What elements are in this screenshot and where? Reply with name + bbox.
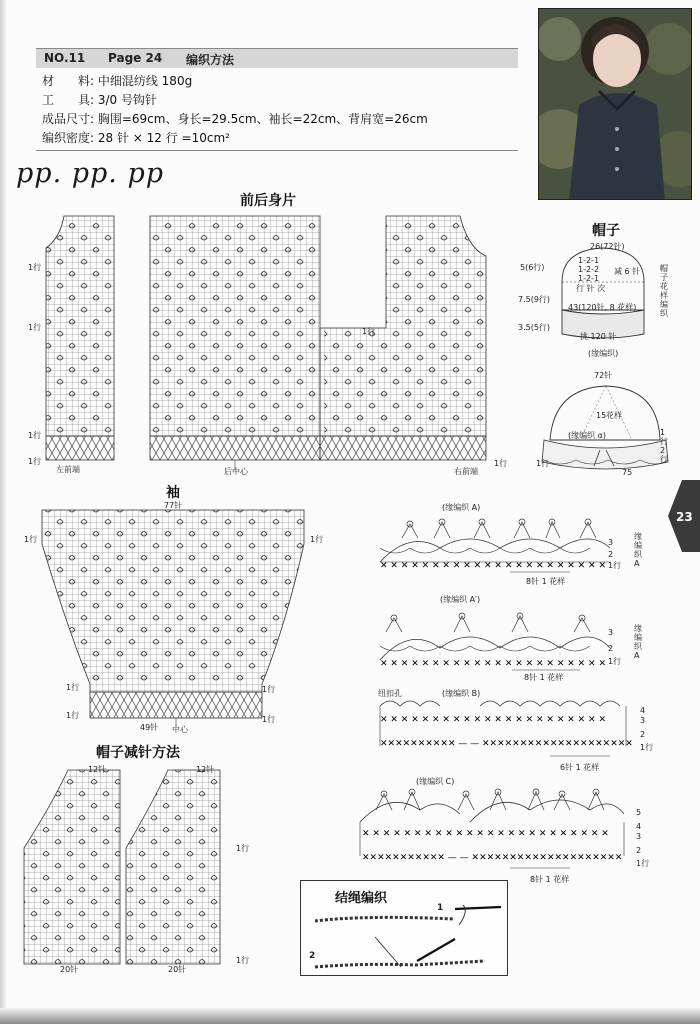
edging-a-row: 2 xyxy=(608,550,614,559)
page-ref: Page 24 xyxy=(108,51,163,65)
body-row-label: 1行 xyxy=(28,263,42,272)
hat-dec-3: 1-2-1 xyxy=(578,274,600,283)
edging-a-chart xyxy=(380,519,610,572)
edging-c-row: 1行 xyxy=(636,859,650,868)
hat-dec-top: 12针 xyxy=(88,765,107,774)
method-label: 编织方法 xyxy=(186,53,235,67)
rope-knitting-box xyxy=(300,880,508,976)
hat-top-stitches: 26(72针) xyxy=(590,242,625,251)
edging-a-prime-side: 缘编织 A xyxy=(634,624,642,660)
svg-text:✕✕✕✕✕✕✕✕✕✕✕ — — ✕✕✕✕✕✕✕✕✕✕✕✕✕✕: ✕✕✕✕✕✕✕✕✕✕✕ — — ✕✕✕✕✕✕✕✕✕✕✕✕✕✕✕✕✕✕✕✕ xyxy=(362,853,623,863)
hat-side-diagram xyxy=(540,378,670,478)
pattern-number: NO.11 xyxy=(44,51,86,65)
edging-c-repeat: 8针 1 花样 xyxy=(530,875,570,884)
body-panel-chart xyxy=(24,208,524,478)
edging-c-chart xyxy=(360,789,624,868)
tools-line: 工 具: 3/0 号钩针 xyxy=(42,93,157,107)
edging-a-prime-chart xyxy=(380,613,610,670)
hat-dec-row: 1行 xyxy=(236,844,250,853)
sleeve-row-label: 1行 xyxy=(24,535,38,544)
page-binding xyxy=(0,0,6,1024)
hat-pattern-15: 15花样 xyxy=(596,411,623,420)
hat-dec-chart xyxy=(22,764,238,974)
edging-a-prime-row: 1行 xyxy=(608,657,622,666)
edging-a-side: 缘编织 A xyxy=(634,532,642,568)
edging-a-prime-label: (缘编织 A′) xyxy=(440,595,481,604)
child-photo xyxy=(538,8,692,200)
body-row-label: 1行 xyxy=(28,431,42,440)
edging-b-row: 4 xyxy=(640,706,646,715)
sleeve-title: 袖 xyxy=(166,485,180,501)
edging-b-repeat: 6针 1 花样 xyxy=(560,763,600,772)
edging-c-row: 2 xyxy=(636,846,642,855)
hat-mid-stitches: 43(120针, 8 花样) xyxy=(568,303,637,312)
hat-brim-label: (缘编织) xyxy=(588,349,619,358)
body-row-label: 1行 xyxy=(494,459,508,468)
hat-height-2: 7.5(9行) xyxy=(518,295,551,304)
hat-dec-2: 1-2-2 xyxy=(578,265,600,274)
info-rule xyxy=(36,150,518,151)
edging-c-row: 4 xyxy=(636,822,642,831)
hat-title: 帽子 xyxy=(592,223,620,239)
edging-b-chart xyxy=(380,701,633,756)
edging-b-row: 2 xyxy=(640,730,646,739)
sleeve-row-label: 1行 xyxy=(66,711,80,720)
hat-height-3: 3.5(5行) xyxy=(518,323,551,332)
edging-c-row: 3 xyxy=(636,832,642,841)
hat-dec-row: 1行 xyxy=(236,956,250,965)
edging-a-row: 1行 xyxy=(608,561,622,570)
left-front-label: 左前端 xyxy=(56,465,80,474)
sleeve-row-label: 1行 xyxy=(310,535,324,544)
right-front-label: 右前端 xyxy=(454,467,478,476)
material-line: 材 料: 中细混纺线 180g xyxy=(42,74,193,88)
rope-step-1: 1 xyxy=(437,903,444,913)
info-block xyxy=(36,48,518,152)
hat-rows-12: 1行 2行 xyxy=(660,428,668,464)
page-bottom-shadow xyxy=(0,1008,700,1024)
hat-dec-1: 1-2-1 xyxy=(578,256,600,265)
hat-height-1: 5(6行) xyxy=(520,263,545,272)
hat-edge-a: (缘编织 α) xyxy=(568,431,607,440)
hat-row-1: 1行 xyxy=(536,459,550,468)
body-row-label: 1行 xyxy=(28,323,42,332)
edging-a-prime-row: 3 xyxy=(608,628,614,637)
svg-text:✕ ✕ ✕ ✕ ✕ ✕ ✕ ✕ ✕ ✕ ✕ ✕ ✕ ✕ ✕: ✕ ✕ ✕ ✕ ✕ ✕ ✕ ✕ ✕ ✕ ✕ ✕ ✕ ✕ ✕ ✕ ✕ ✕ ✕ ✕ ✕ ✕ xyxy=(380,561,606,571)
sleeve-center-label: 中心 xyxy=(172,725,188,734)
sleeve-row-label: 1行 xyxy=(262,715,276,724)
body-row-label: 1行 xyxy=(362,327,376,336)
rope-step-2: 2 xyxy=(309,951,316,961)
hat-pick: 挑 120 针 xyxy=(580,332,617,341)
sleeve-row-label: 1行 xyxy=(262,685,276,694)
edging-a-label: (缘编织 A) xyxy=(442,503,481,512)
svg-text:✕ ✕ ✕ ✕ ✕ ✕ ✕ ✕ ✕ ✕ ✕ ✕ ✕ ✕ ✕: ✕ ✕ ✕ ✕ ✕ ✕ ✕ ✕ ✕ ✕ ✕ ✕ ✕ ✕ ✕ ✕ ✕ ✕ ✕ ✕ ✕ ✕ xyxy=(380,659,606,669)
hat-dec-note: 行 针 次 xyxy=(576,284,606,293)
rope-diagram xyxy=(305,901,503,973)
hat-num-75: 75 xyxy=(622,468,633,477)
svg-text:✕ ✕ ✕ ✕ ✕ ✕ ✕ ✕ ✕ ✕ ✕ ✕ ✕: ✕ ✕ ✕ ✕ ✕ ✕ ✕ ✕ ✕ ✕ ✕ ✕ ✕ ✕ ✕ ✕ ✕ ✕ ✕ ✕ ✕ ✕ ✕ ✕ xyxy=(362,829,609,839)
sleeve-row-label: 1行 xyxy=(66,683,80,692)
body-panel-title: 前后身片 xyxy=(240,193,296,209)
edging-c-label: (缘编织 C) xyxy=(416,777,455,786)
hat-top-72: 72针 xyxy=(594,371,613,380)
gauge-line: 编织密度: 28 针 × 12 行 =10cm² xyxy=(42,131,230,145)
hat-dec-top: 12针 xyxy=(196,765,215,774)
back-center-label: 后中心 xyxy=(224,467,248,476)
edging-a-repeat: 8针 1 花样 xyxy=(526,577,566,586)
sleeve-bottom-stitches: 49针 xyxy=(140,723,159,732)
info-bar xyxy=(36,48,518,68)
buttonhole-label: 纽扣孔 xyxy=(378,689,402,698)
rope-title: 结绳编织 xyxy=(335,891,388,906)
sleeve-top-stitches: 77针 xyxy=(164,501,183,510)
hat-dec-bottom: 20针 xyxy=(60,965,79,974)
body-row-label: 1行 xyxy=(28,457,42,466)
hat-dec-word: 减 6 针 xyxy=(614,267,641,276)
hat-side-label: 帽子花样编织 xyxy=(660,264,668,318)
hat-dec-title: 帽子减针方法 xyxy=(96,745,180,761)
edging-b-row: 3 xyxy=(640,716,646,725)
edging-charts xyxy=(350,500,670,900)
hat-dec-bottom: 20针 xyxy=(168,965,187,974)
edging-a-row: 3 xyxy=(608,538,614,547)
page-number: 23 xyxy=(676,510,693,524)
svg-text:✕ ✕ ✕ ✕ ✕ ✕ ✕ ✕ ✕ ✕ ✕: ✕ ✕ ✕ ✕ ✕ ✕ ✕ ✕ ✕ ✕ ✕ ✕ ✕ ✕ ✕ ✕ ✕ ✕ ✕ ✕ ✕ ✕ xyxy=(380,715,606,725)
edging-b-row: 1行 xyxy=(640,743,654,752)
edging-c-row: 5 xyxy=(636,808,642,817)
svg-text:✕✕✕✕✕✕✕✕✕✕ — — ✕✕✕✕✕✕✕✕✕✕✕✕✕✕✕: ✕✕✕✕✕✕✕✕✕✕ — — ✕✕✕✕✕✕✕✕✕✕✕✕✕✕✕✕✕✕✕✕ xyxy=(380,739,633,749)
watermark: pp. pp. pp xyxy=(16,158,165,189)
edging-a-prime-repeat: 8针 1 花样 xyxy=(524,673,564,682)
edging-b-label: (缘编织 B) xyxy=(442,689,481,698)
edging-a-prime-row: 2 xyxy=(608,644,614,653)
size-line: 成品尺寸: 胸围=69cm、身长=29.5cm、袖长=22cm、背肩宽=26cm xyxy=(42,112,428,126)
